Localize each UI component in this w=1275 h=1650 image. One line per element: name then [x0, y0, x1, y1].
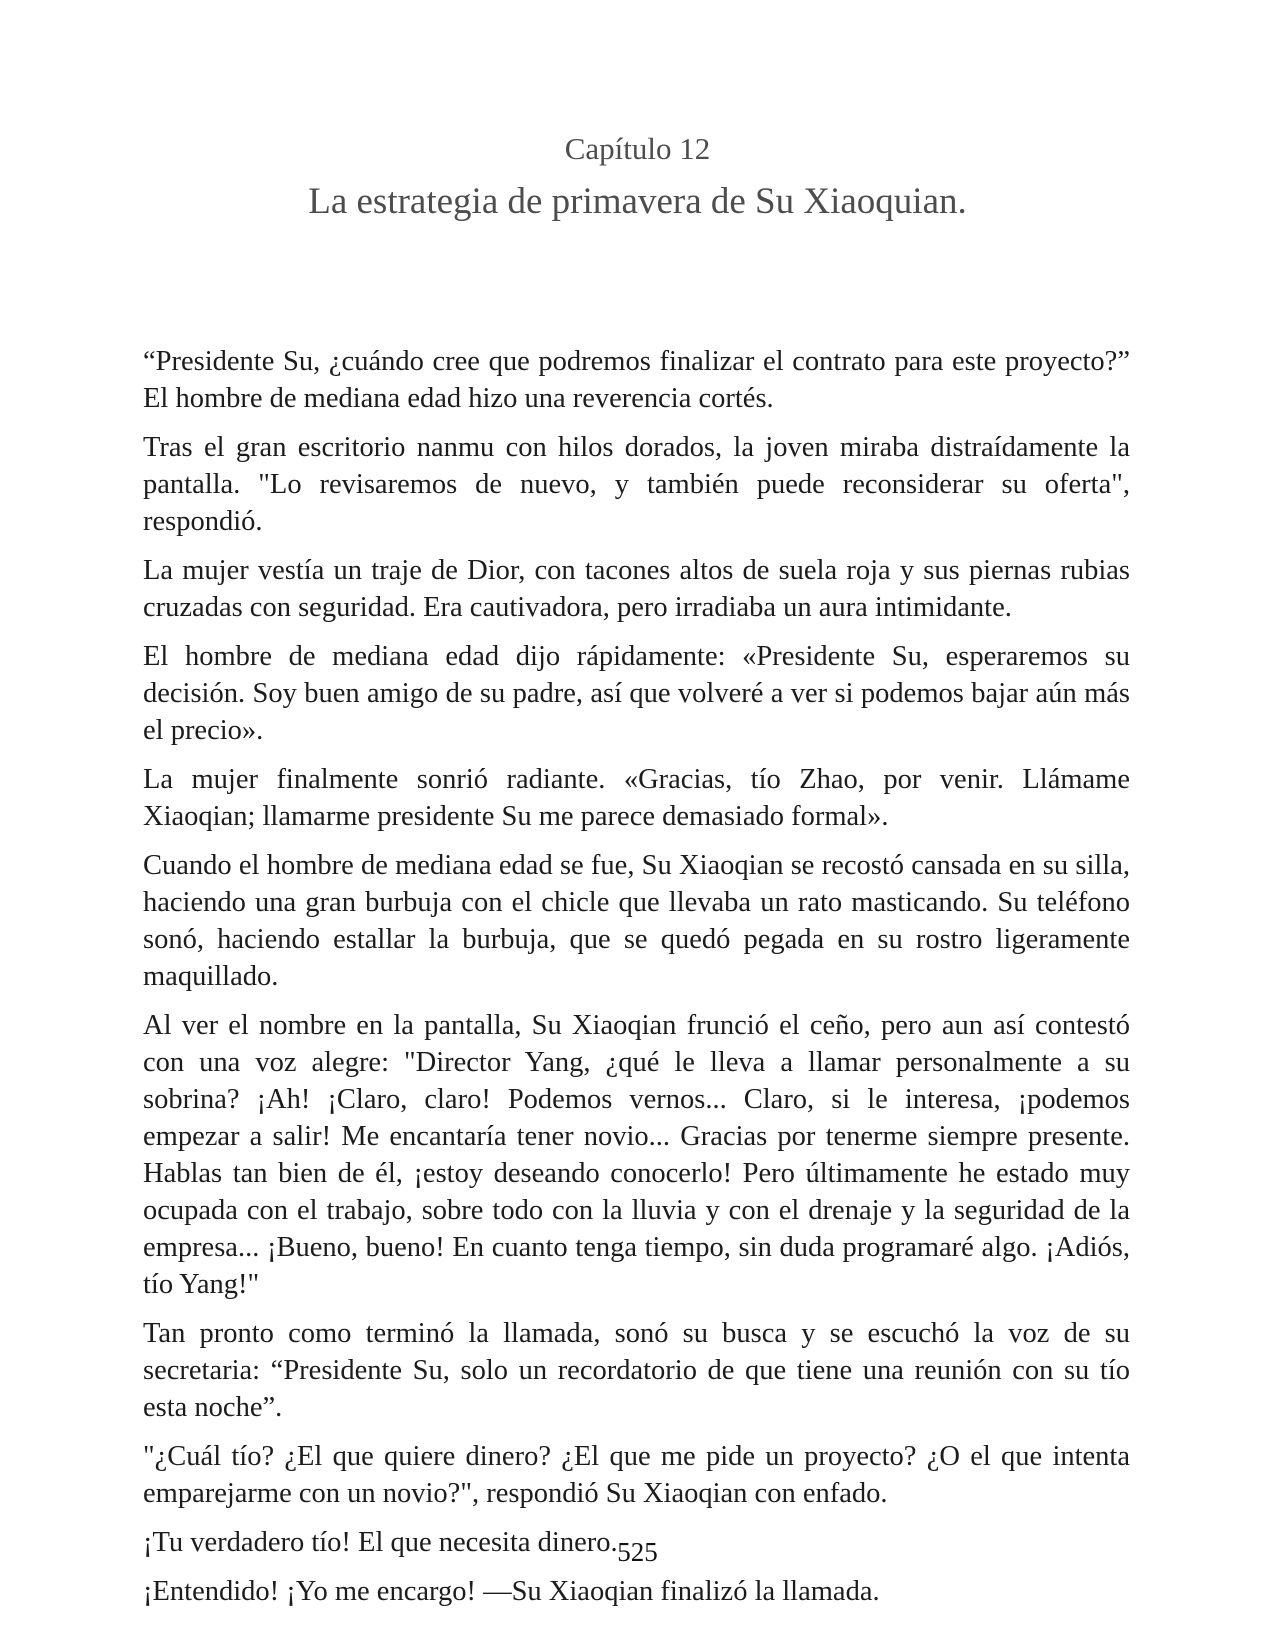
- paragraph: ¡Tu verdadero tío! El que necesita dinero.: [143, 1527, 618, 1558]
- paragraph: “Presidente Su, ¿cuándo cree que podremos finalizar el contrato para este proyecto?” El hombre de mediana edad hizo una reverencia cortés.: [143, 346, 1130, 414]
- paragraph: Al ver el nombre en la pantalla, Su Xiaoqian frunció el ceño, pero aun así contestó con una voz alegre: "Director Yang, ¿qué le lleva a llamar personalmente a su sobrina? ¡Ah! ¡Claro, claro! Podemos vernos... Claro, si le interesa, ¡podemos empezar a salir! Me encantaría tener novio... Gracias por tenerme siempre presente. Hablas tan bien de él, ¡estoy deseando conocerlo! Pero últimamente he estado muy ocupada con el trabajo, sobre todo con la lluvia y con el drenaje y la seguridad de la empresa... ¡Bueno, bueno! En cuanto tenga tiempo, sin duda programaré algo. ¡Adiós, tío Yang!": [143, 1010, 1130, 1300]
- chapter-number-heading: Capítulo 12: [564, 131, 711, 166]
- paragraph: La mujer finalmente sonrió radiante. «Gracias, tío Zhao, por venir. Llámame Xiaoqian; llamarme presidente Su me parece demasiado formal».: [143, 764, 1130, 832]
- paragraph: El hombre de mediana edad dijo rápidamente: «Presidente Su, esperaremos su decisión. Soy buen amigo de su padre, así que volveré a ver si podemos bajar aún más el precio».: [143, 641, 1130, 746]
- chapter-title-heading: La estrategia de primavera de Su Xiaoquian.: [308, 180, 967, 222]
- chapter-header: [0, 0, 1275, 225]
- paragraph: Cuando el hombre de mediana edad se fue, Su Xiaoqian se recostó cansada en su silla, haciendo una gran burbuja con el chicle que llevaba un rato masticando. Su teléfono sonó, haciendo estallar la burbuja, que se quedó pegada en su rostro ligeramente maquillado.: [143, 850, 1130, 992]
- paragraph: Tras el gran escritorio nanmu con hilos dorados, la joven miraba distraídamente la pantalla. "Lo revisaremos de nuevo, y también puede reconsiderar su oferta", respondió.: [143, 432, 1130, 537]
- page-footer: [0, 1537, 1275, 1568]
- page-number: 525: [617, 1537, 658, 1567]
- paragraph: "¿Cuál tío? ¿El que quiere dinero? ¿El que me pide un proyecto? ¿O el que intenta emparejarme con un novio?", respondió Su Xiaoqian con enfado.: [143, 1441, 1130, 1509]
- chapter-body: [0, 225, 1275, 1610]
- paragraph: La mujer vestía un traje de Dior, con tacones altos de suela roja y sus piernas rubias cruzadas con seguridad. Era cautivadora, pero irradiaba un aura intimidante.: [143, 555, 1130, 623]
- paragraph: ¡Entendido! ¡Yo me encargo! —Su Xiaoqian finalizó la llamada.: [143, 1576, 880, 1607]
- paragraph: Tan pronto como terminó la llamada, sonó su busca y se escuchó la voz de su secretaria: “Presidente Su, solo un recordatorio de que tiene una reunión con su tío esta noche”.: [143, 1318, 1130, 1423]
